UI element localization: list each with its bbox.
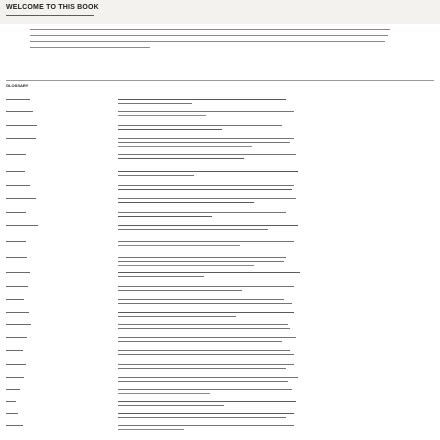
definition-line [118,286,294,287]
definition-line [118,138,294,139]
glossary-term [6,212,26,213]
glossary-term [6,99,30,100]
definition-line [118,272,300,273]
definition-line [118,328,290,329]
definition-line [118,175,194,176]
glossary-term [6,154,26,155]
definition-line [118,303,292,304]
definition-line [118,142,290,143]
definition-line [118,350,290,351]
glossary-term [6,198,36,199]
glossary-term [6,286,28,287]
definition-line [118,429,184,430]
definition-line [118,125,282,126]
definition-line [118,241,294,242]
glossary-term [6,425,23,426]
definition-line [118,158,244,159]
definition-line [118,257,286,258]
definition-line [118,202,254,203]
glossary-definitions [98,0,408,440]
glossary-term [6,312,29,313]
glossary-title: GLOSSARY [6,83,29,88]
glossary-term [6,364,26,365]
definition-line [118,146,252,147]
page-title: WELCOME TO THIS BOOK [6,4,99,11]
glossary-term [6,225,38,226]
definition-line [118,225,298,226]
definition-line [118,364,294,365]
glossary-term [6,138,36,139]
definition-line [118,377,298,378]
definition-line [118,324,288,325]
definition-line [118,368,286,369]
definition-line [118,405,224,406]
definition-line [118,312,294,313]
definition-line [118,115,206,116]
definition-line [118,401,296,402]
glossary-term [6,241,26,242]
definition-line [118,276,204,277]
definition-line [118,316,236,317]
definition-line [118,341,282,342]
definition-line [118,154,296,155]
definition-line [118,229,268,230]
definition-line [118,261,284,262]
definition-line [118,189,292,190]
definition-line [118,99,286,100]
glossary-term [6,401,16,402]
definition-line [118,413,294,414]
definition-line [118,381,288,382]
glossary-term [6,350,23,351]
glossary-term [6,185,30,186]
definition-line [118,212,286,213]
glossary-term [6,125,37,126]
definition-line [118,425,294,426]
glossary-term [6,257,27,258]
definition-line [118,103,192,104]
glossary-terms [0,0,110,440]
definition-line [118,185,294,186]
glossary-term [6,337,27,338]
definition-line [118,389,292,390]
definition-line [118,393,210,394]
definition-line [118,337,296,338]
definition-line [118,198,296,199]
glossary-term [6,377,24,378]
glossary-term [6,324,31,325]
glossary-term [6,389,20,390]
glossary-term [6,413,18,414]
glossary-term [6,299,24,300]
definition-line [118,299,284,300]
definition-line [118,216,212,217]
definition-line [118,354,294,355]
definition-line [118,245,240,246]
definition-line [118,417,286,418]
definition-line [118,265,254,266]
definition-line [118,290,242,291]
glossary-term [6,171,25,172]
glossary-term [6,272,30,273]
definition-line [118,111,294,112]
definition-line [118,129,222,130]
definition-line [118,171,298,172]
glossary-term [6,111,33,112]
